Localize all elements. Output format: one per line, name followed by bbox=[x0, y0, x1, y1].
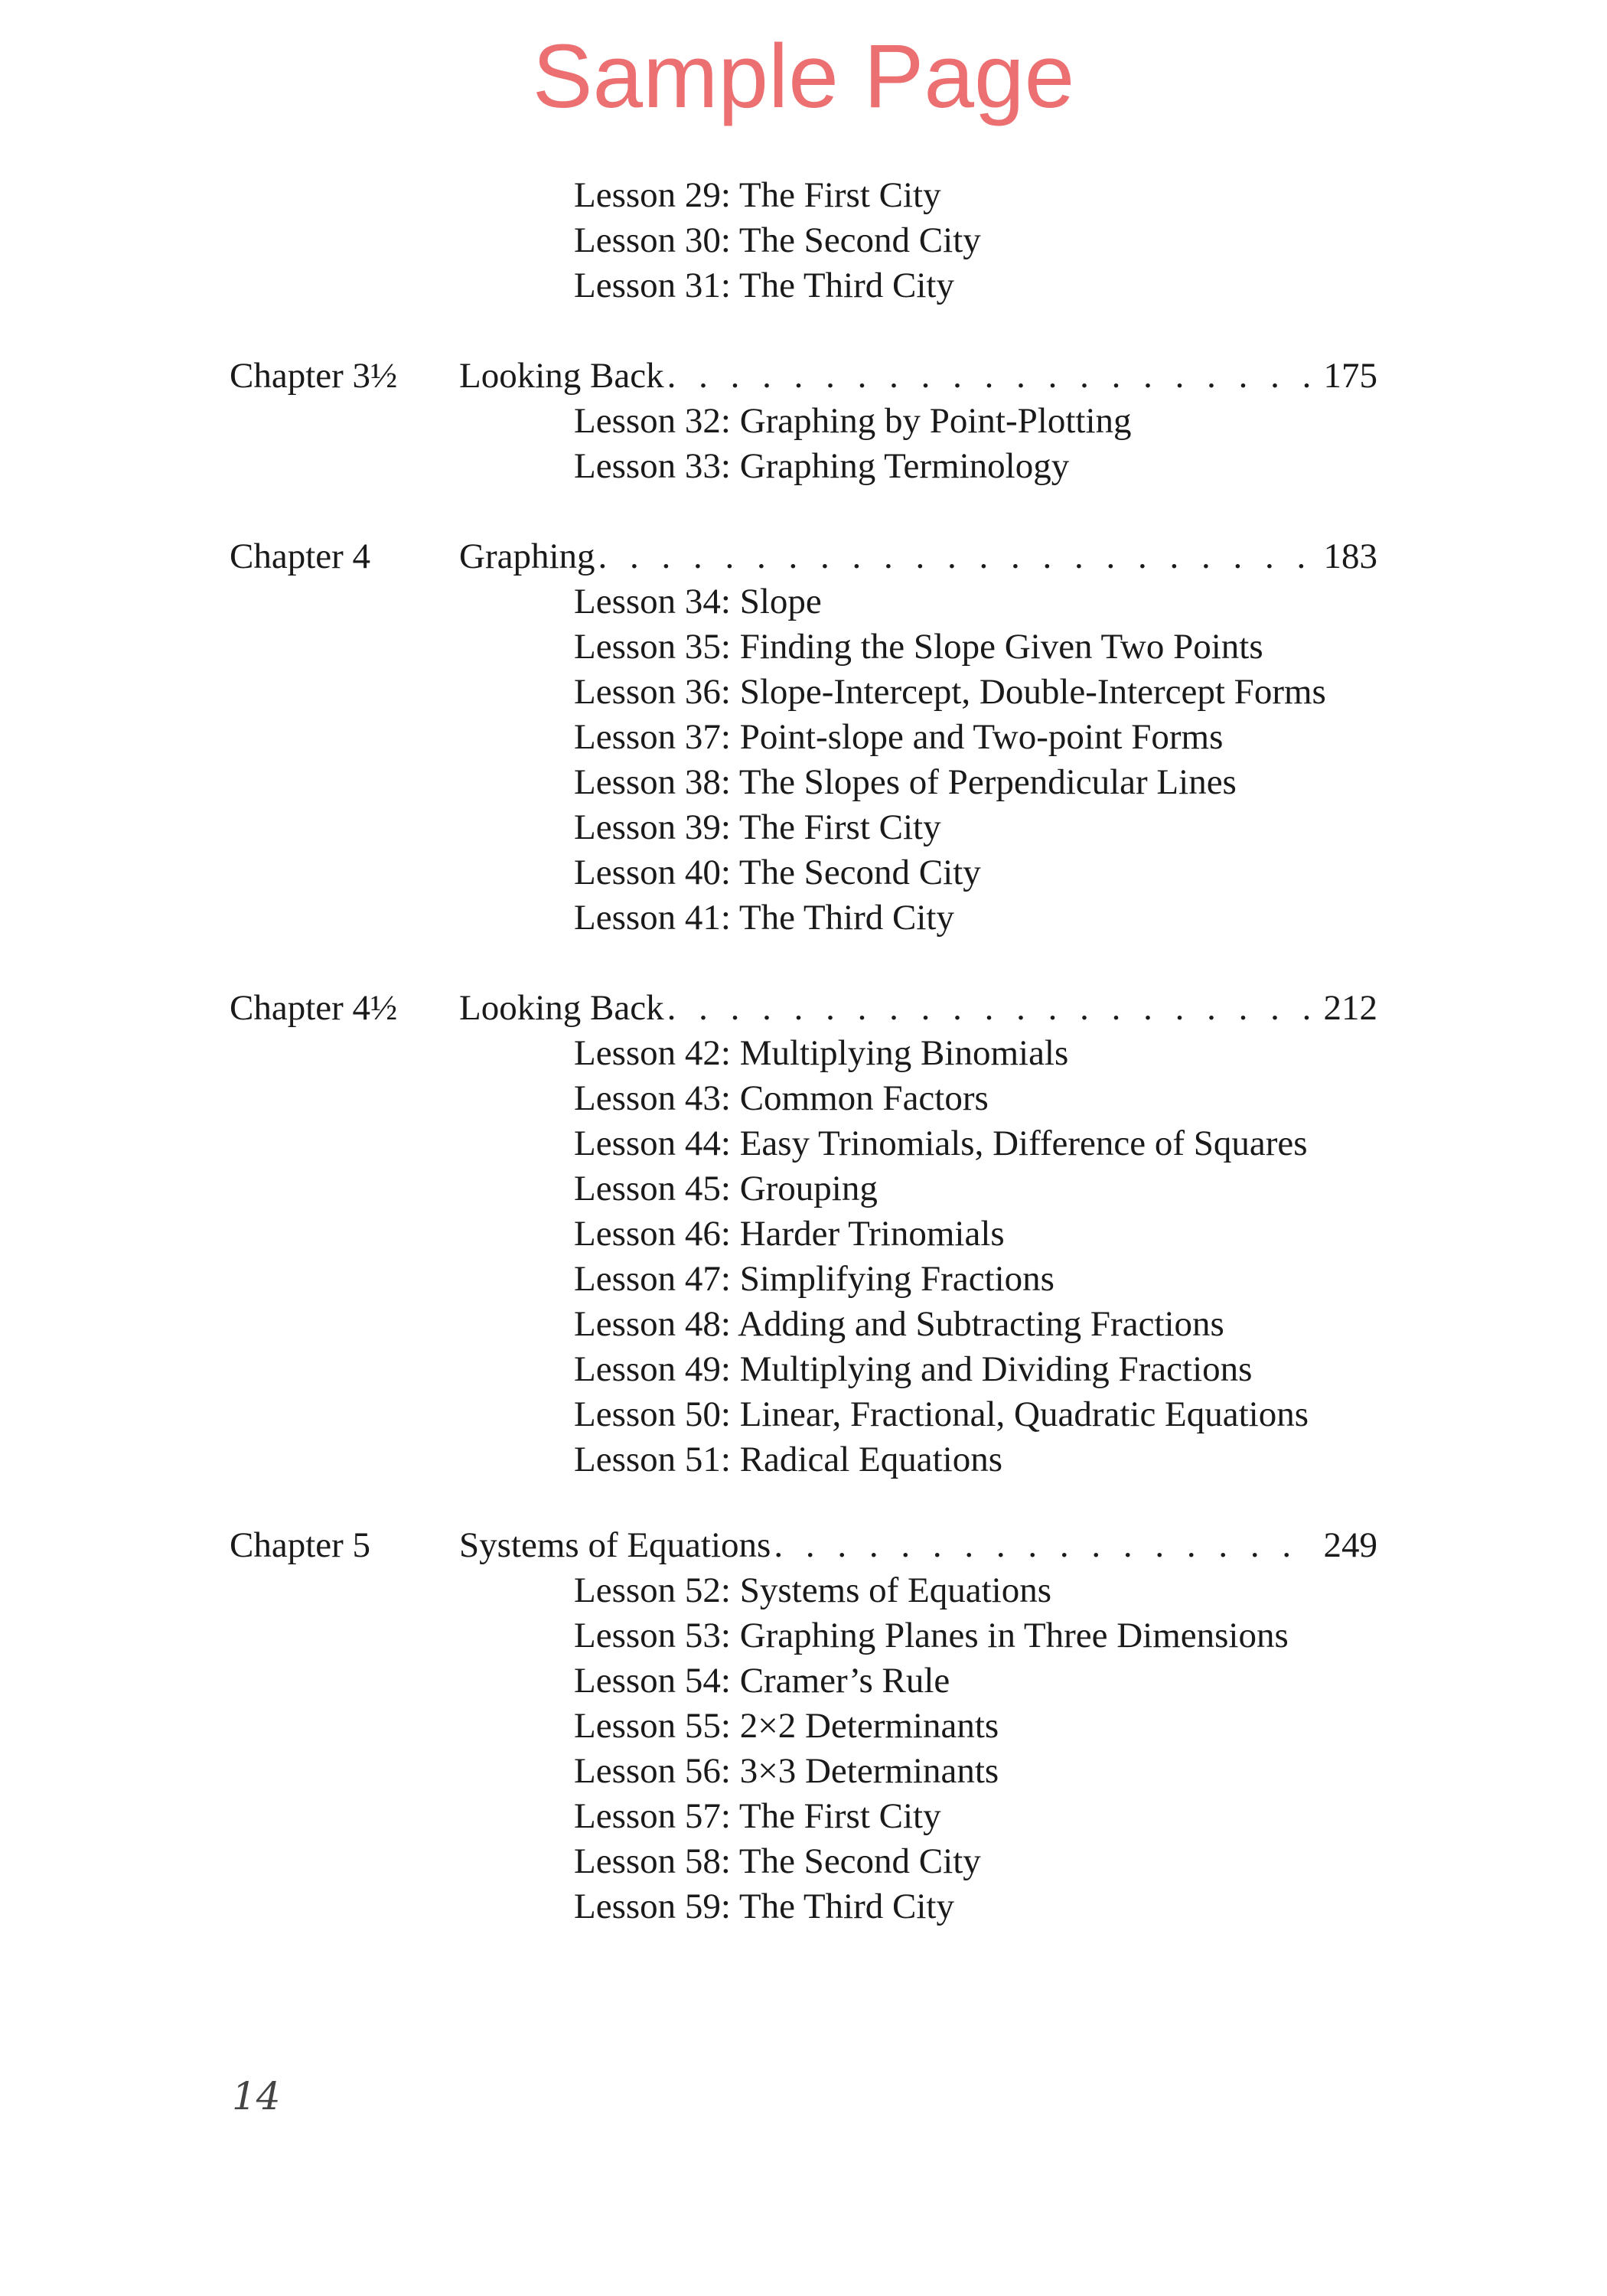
toc-lesson-41: Lesson 41: The Third City bbox=[574, 898, 954, 938]
toc-lesson-53: Lesson 53: Graphing Planes in Three Dimensions bbox=[574, 1616, 1289, 1655]
toc-chapter-4 bbox=[230, 534, 1377, 579]
toc-lesson-57: Lesson 57: The First City bbox=[574, 1796, 941, 1836]
chapter-title: Looking Back bbox=[459, 988, 664, 1028]
toc-lesson-36: Lesson 36: Slope-Intercept, Double-Intercept Forms bbox=[574, 672, 1326, 712]
toc-chapter-5 bbox=[230, 1523, 1377, 1568]
toc-lesson-29: Lesson 29: The First City bbox=[574, 175, 941, 215]
toc-lesson-34: Lesson 34: Slope bbox=[574, 582, 822, 621]
toc-lesson-39: Lesson 39: The First City bbox=[574, 807, 941, 847]
toc-lesson-48: Lesson 48: Adding and Subtracting Fractions bbox=[574, 1304, 1224, 1344]
toc-lesson-45: Lesson 45: Grouping bbox=[574, 1169, 878, 1208]
toc-lesson-42: Lesson 42: Multiplying Binomials bbox=[574, 1033, 1069, 1073]
chapter-page-number: 175 bbox=[1323, 356, 1377, 396]
chapter-title: Looking Back bbox=[459, 356, 664, 396]
toc-lesson-47: Lesson 47: Simplifying Fractions bbox=[574, 1259, 1054, 1299]
toc-lesson-38: Lesson 38: The Slopes of Perpendicular Lines bbox=[574, 762, 1237, 802]
chapter-page-number: 249 bbox=[1323, 1525, 1377, 1565]
toc-lesson-31: Lesson 31: The Third City bbox=[574, 266, 954, 305]
toc-lesson-30: Lesson 30: The Second City bbox=[574, 220, 981, 260]
toc-lesson-55: Lesson 55: 2×2 Determinants bbox=[574, 1706, 999, 1746]
toc-lesson-32: Lesson 32: Graphing by Point-Plotting bbox=[574, 401, 1132, 441]
toc-lesson-46: Lesson 46: Harder Trinomials bbox=[574, 1214, 1005, 1254]
toc-lesson-58: Lesson 58: The Second City bbox=[574, 1841, 981, 1881]
toc-lesson-59: Lesson 59: The Third City bbox=[574, 1887, 954, 1926]
toc-chapter-3-5 bbox=[230, 354, 1377, 399]
dot-leader bbox=[774, 1523, 1314, 1568]
toc-chapter-4-5 bbox=[230, 986, 1377, 1031]
chapter-label: Chapter 5 bbox=[230, 1525, 371, 1565]
chapter-title: Graphing bbox=[459, 536, 595, 576]
chapter-label: Chapter 3½ bbox=[230, 356, 398, 396]
dot-leader bbox=[667, 354, 1315, 399]
chapter-label: Chapter 4½ bbox=[230, 988, 398, 1028]
toc-lesson-51: Lesson 51: Radical Equations bbox=[574, 1440, 1002, 1479]
toc-lesson-52: Lesson 52: Systems of Equations bbox=[574, 1570, 1052, 1610]
toc-lesson-37: Lesson 37: Point-slope and Two-point Forms bbox=[574, 717, 1224, 757]
toc-lesson-54: Lesson 54: Cramer’s Rule bbox=[574, 1661, 950, 1701]
toc-lesson-56: Lesson 56: 3×3 Determinants bbox=[574, 1751, 999, 1791]
toc-lesson-50: Lesson 50: Linear, Fractional, Quadratic Equations bbox=[574, 1394, 1309, 1434]
dot-leader bbox=[598, 534, 1315, 579]
chapter-title: Systems of Equations bbox=[459, 1525, 771, 1565]
toc-lesson-49: Lesson 49: Multiplying and Dividing Fractions bbox=[574, 1349, 1253, 1389]
sample-page-watermark: Sample Page bbox=[532, 26, 1075, 127]
chapter-page-number: 212 bbox=[1323, 988, 1377, 1028]
chapter-page-number: 183 bbox=[1323, 536, 1377, 576]
toc-lesson-33: Lesson 33: Graphing Terminology bbox=[574, 446, 1070, 486]
dot-leader bbox=[667, 986, 1315, 1031]
toc-lesson-40: Lesson 40: The Second City bbox=[574, 853, 981, 892]
page-number: 14 bbox=[232, 2074, 281, 2118]
toc-lesson-44: Lesson 44: Easy Trinomials, Difference of Squares bbox=[574, 1124, 1308, 1163]
chapter-label: Chapter 4 bbox=[230, 536, 371, 576]
toc-lesson-35: Lesson 35: Finding the Slope Given Two Points bbox=[574, 627, 1263, 667]
toc-lesson-43: Lesson 43: Common Factors bbox=[574, 1078, 989, 1118]
